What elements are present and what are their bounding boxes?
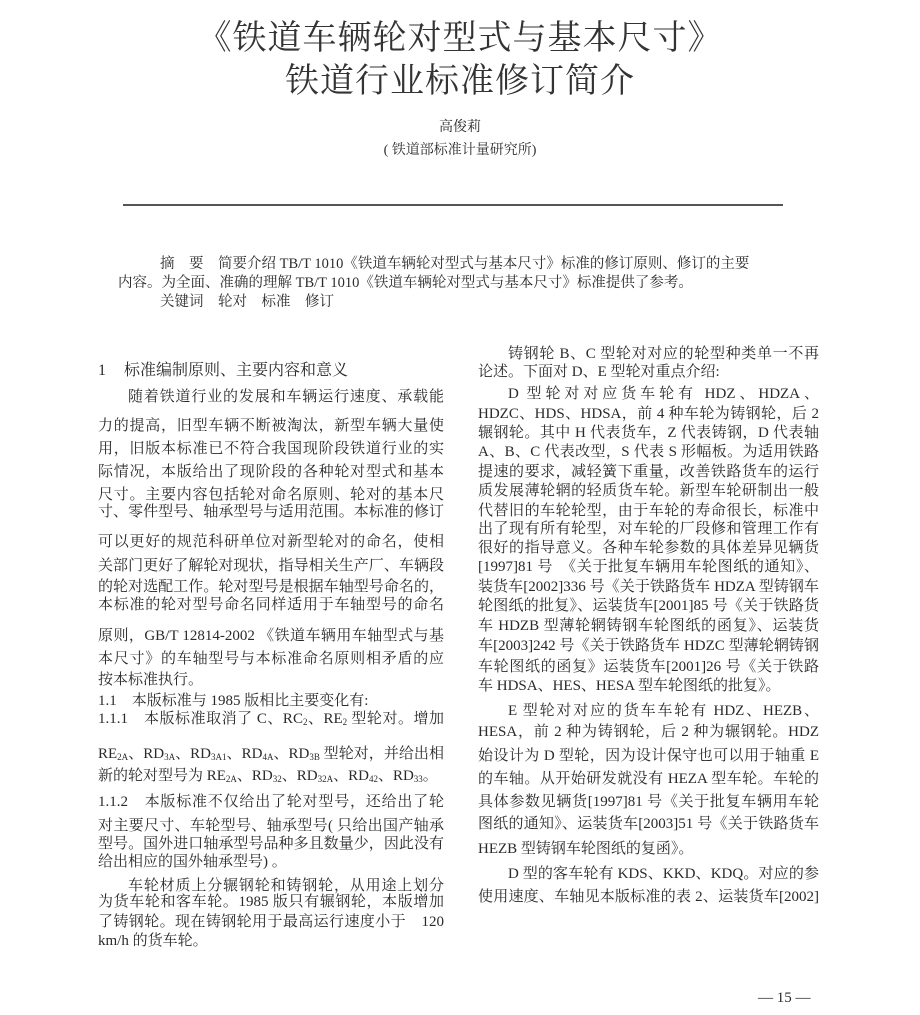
text-line: 代替旧的车轮轮型，由于车轮的寿命很长，标准中 — [478, 503, 819, 519]
subscript: 2A — [225, 774, 237, 784]
text-line: 按本标准执行。 — [98, 672, 204, 688]
text-line: 始设计为 D 型轮，因为设计保守也可以用于轴重 E — [478, 748, 819, 764]
text-line: 车[2003]242 号《关于铁路货车 HDZC 型薄轮辋铸钢 — [478, 638, 819, 654]
keywords: 关键词 轮对 标准 修订 — [160, 294, 334, 310]
subscript: 3B — [309, 752, 320, 762]
text-segment: 。 — [422, 768, 438, 784]
text-line — [98, 745, 444, 764]
text-line: 轮图纸的批复》、运装货车[2001]85 号《关于铁路货 — [478, 598, 819, 614]
text-line: 提速的要求，减轻簧下重量，改善铁路货车的运行 — [478, 464, 819, 480]
text-line — [98, 710, 444, 729]
subscript: 33 — [413, 774, 423, 784]
text-line: 型号。国外进口轴承型号品种多且数量少，因此没有 — [98, 836, 444, 852]
text-line: 车 HDZB 型薄轮辋铸钢车轮图纸的函复》、运装货 — [478, 618, 819, 634]
text-segment: 、RD — [226, 746, 263, 762]
subscript: 2 — [342, 717, 348, 727]
text-segment: 、RD — [273, 746, 310, 762]
text-line: HDZC、HDS、HDSA，前 4 种车轮为铸钢轮，后 2 — [478, 406, 819, 422]
text-line: 原则，GB/T 12814-2002 《铁道车辆用车轴型式与基 — [98, 628, 444, 644]
text-line: HESA，前 2 种为铸钢轮，后 2 种为辗钢轮。HDZ — [478, 724, 819, 740]
divider — [123, 204, 783, 206]
text-line: 铸钢轮 B、C 型轮对对应的轮型种类单一不再 — [508, 346, 819, 362]
text-segment: 、RE — [307, 711, 343, 727]
text-line: km/h 的货车轮。 — [98, 933, 208, 949]
text-line: 具体参数见辆货[1997]81 号《关于批复车辆用车轮 — [478, 794, 819, 810]
subscript: 4A — [262, 752, 274, 762]
abstract-line-2: 内容。为全面、准确的理解 TB/T 1010《铁道车辆轮对型式与基本尺寸》标准提供了参考。 — [118, 275, 693, 291]
text-line: 力的提高，旧型车辆不断被淘汰，新型车辆大量使 — [98, 418, 444, 434]
text-line: 1.1.2 本版标准不仅给出了轮对型号，还给出了轮 — [98, 794, 444, 810]
text-segment: 、RD — [281, 768, 318, 784]
text-line: 对主要尺寸、车轮型号、轴承型号( 只给出国产轴承 — [98, 818, 444, 834]
text-line: 车 HDSA、HES、HESA 型车轮图纸的批复》。 — [478, 678, 781, 694]
text-line: 用，旧版本标准已不符合我国现阶段铁道行业的实 — [98, 441, 444, 457]
subscript: 3A — [164, 752, 176, 762]
text-line: 车轮图纸的函复》运装货车[2001]26 号《关于铁路 — [478, 659, 819, 675]
abstract-line-1: 摘 要 简要介绍 TB/T 1010《铁道车辆轮对型式与基本尺寸》标准的修订原则、修订的主要 — [160, 256, 750, 272]
text-line: 可以更好的规范科研单位对新型轮对的命名，使相 — [98, 534, 444, 550]
subscript: 42 — [368, 774, 378, 784]
text-segment: 1.1.1 本版标准取消了 C、RC — [98, 711, 303, 727]
text-line: HEZB 型铸钢车轮图纸的复函》。 — [478, 841, 694, 857]
author-affiliation: ( 铁道部标准计量研究所) — [383, 143, 537, 158]
section-title: 标准编制原则、主要内容和意义 — [124, 362, 349, 379]
text-line: 质发展薄轮辋的轻质货车轮。新型车轮研制出一般 — [478, 483, 819, 499]
text-line: 给出相应的国外轴承型号) 。 — [98, 854, 287, 870]
subscript: 2 — [302, 717, 308, 727]
text-line: 本标准的轮对型号命名同样适用于车轴型号的命名 — [98, 597, 444, 613]
text-line: 车轮材质上分辗钢轮和铸钢轮，从用途上划分 — [128, 878, 444, 894]
title-line-1: 《铁道车辆轮对型式与基本尺寸》 — [197, 20, 723, 57]
subscript: 32A — [317, 774, 334, 784]
text-segment: 、RD — [377, 768, 414, 784]
text-line: 很好的指导意义。各种车轮参数的具体差异见辆货 — [478, 540, 819, 556]
text-line: 了铸钢轮。现在铸钢轮用于最高运行速度小于 120 — [98, 914, 444, 930]
text-segment: RE — [98, 746, 118, 762]
text-segment: 、RD — [128, 746, 165, 762]
text-line: 本尺寸》的车轴型号与本标准命名原则相矛盾的应 — [98, 651, 444, 667]
text-line: 关部门更好了解轮对现状，指导相关生产厂、车辆段 — [98, 558, 444, 574]
section-number: 1 — [98, 362, 106, 379]
text-line: D 型轮对对应货车轮有 HDZ、HDZA、 — [508, 386, 819, 402]
text-line: E 型轮对对应的货车车轮有 HDZ、HEZB、 — [508, 703, 819, 719]
author-name: 高俊莉 — [439, 120, 481, 135]
text-line: 图纸的通知》、运装货车[2003]51 号《关于铁路货车 — [478, 816, 819, 832]
text-line: 的车轴。从开始研发就没有 HEZA 型车轮。车轮的 — [478, 771, 819, 787]
text-segment: 型轮对，并给出相 — [323, 746, 444, 762]
text-line: 1.1 本版标准与 1985 版相比主要变化有: — [98, 693, 369, 709]
text-segment: 、RD — [333, 768, 369, 784]
text-segment: 、RD — [236, 768, 273, 784]
text-segment: 新的轮对型号为 RE — [98, 768, 226, 784]
text-line: 际情况，本版给出了现阶段的各种轮对型式和基本 — [98, 464, 444, 480]
text-line: 寸、零件型号、轴承型号与适用范围。本标准的修订 — [98, 504, 444, 520]
text-segment: 型轮对。增加 — [351, 711, 444, 727]
text-line — [98, 767, 444, 786]
title-line-2: 铁道行业标准修订简介 — [285, 63, 635, 100]
subscript: 2A — [117, 752, 129, 762]
text-line: 装货车[2002]336 号《关于铁路货车 HDZA 型铸钢车 — [478, 579, 819, 595]
text-line: D 型的客车轮有 KDS、KKD、KDQ。对应的参 — [508, 866, 819, 882]
text-line: 出了现有所有轮型，对车轮的厂段修和管理工作有 — [478, 521, 819, 537]
text-line: 使用速度、车轴见本版标准的表 2、运装货车[2002] — [478, 889, 819, 905]
subscript: 3A1 — [211, 752, 227, 762]
page-number: — 15 — — [758, 990, 811, 1006]
text-line: 尺寸。主要内容包括轮对命名原则、轮对的基本尺 — [98, 487, 444, 503]
subscript: 32 — [272, 774, 282, 784]
text-line: 随着铁道行业的发展和车辆运行速度、承载能 — [128, 389, 444, 405]
text-line: 的轮对选配工作。轮对型号是根据车轴型号命名的， — [98, 579, 444, 595]
text-line: A、B、C 代表改型，S 代表 S 形幅板。为适用铁路 — [478, 444, 819, 460]
text-line: [1997]81 号 《关于批复车辆用车轮图纸的通知》、 — [478, 559, 819, 575]
text-line: 辗钢轮。其中 H 代表货车，Z 代表铸钢，D 代表轴 — [478, 425, 819, 441]
text-segment: 、RD — [175, 746, 212, 762]
text-line: 论述。下面对 D、E 型轮对重点介绍: — [478, 364, 720, 380]
text-line: 为货车轮和客车轮。1985 版只有辗钢轮，本版增加 — [98, 894, 444, 910]
section-heading — [98, 357, 348, 380]
